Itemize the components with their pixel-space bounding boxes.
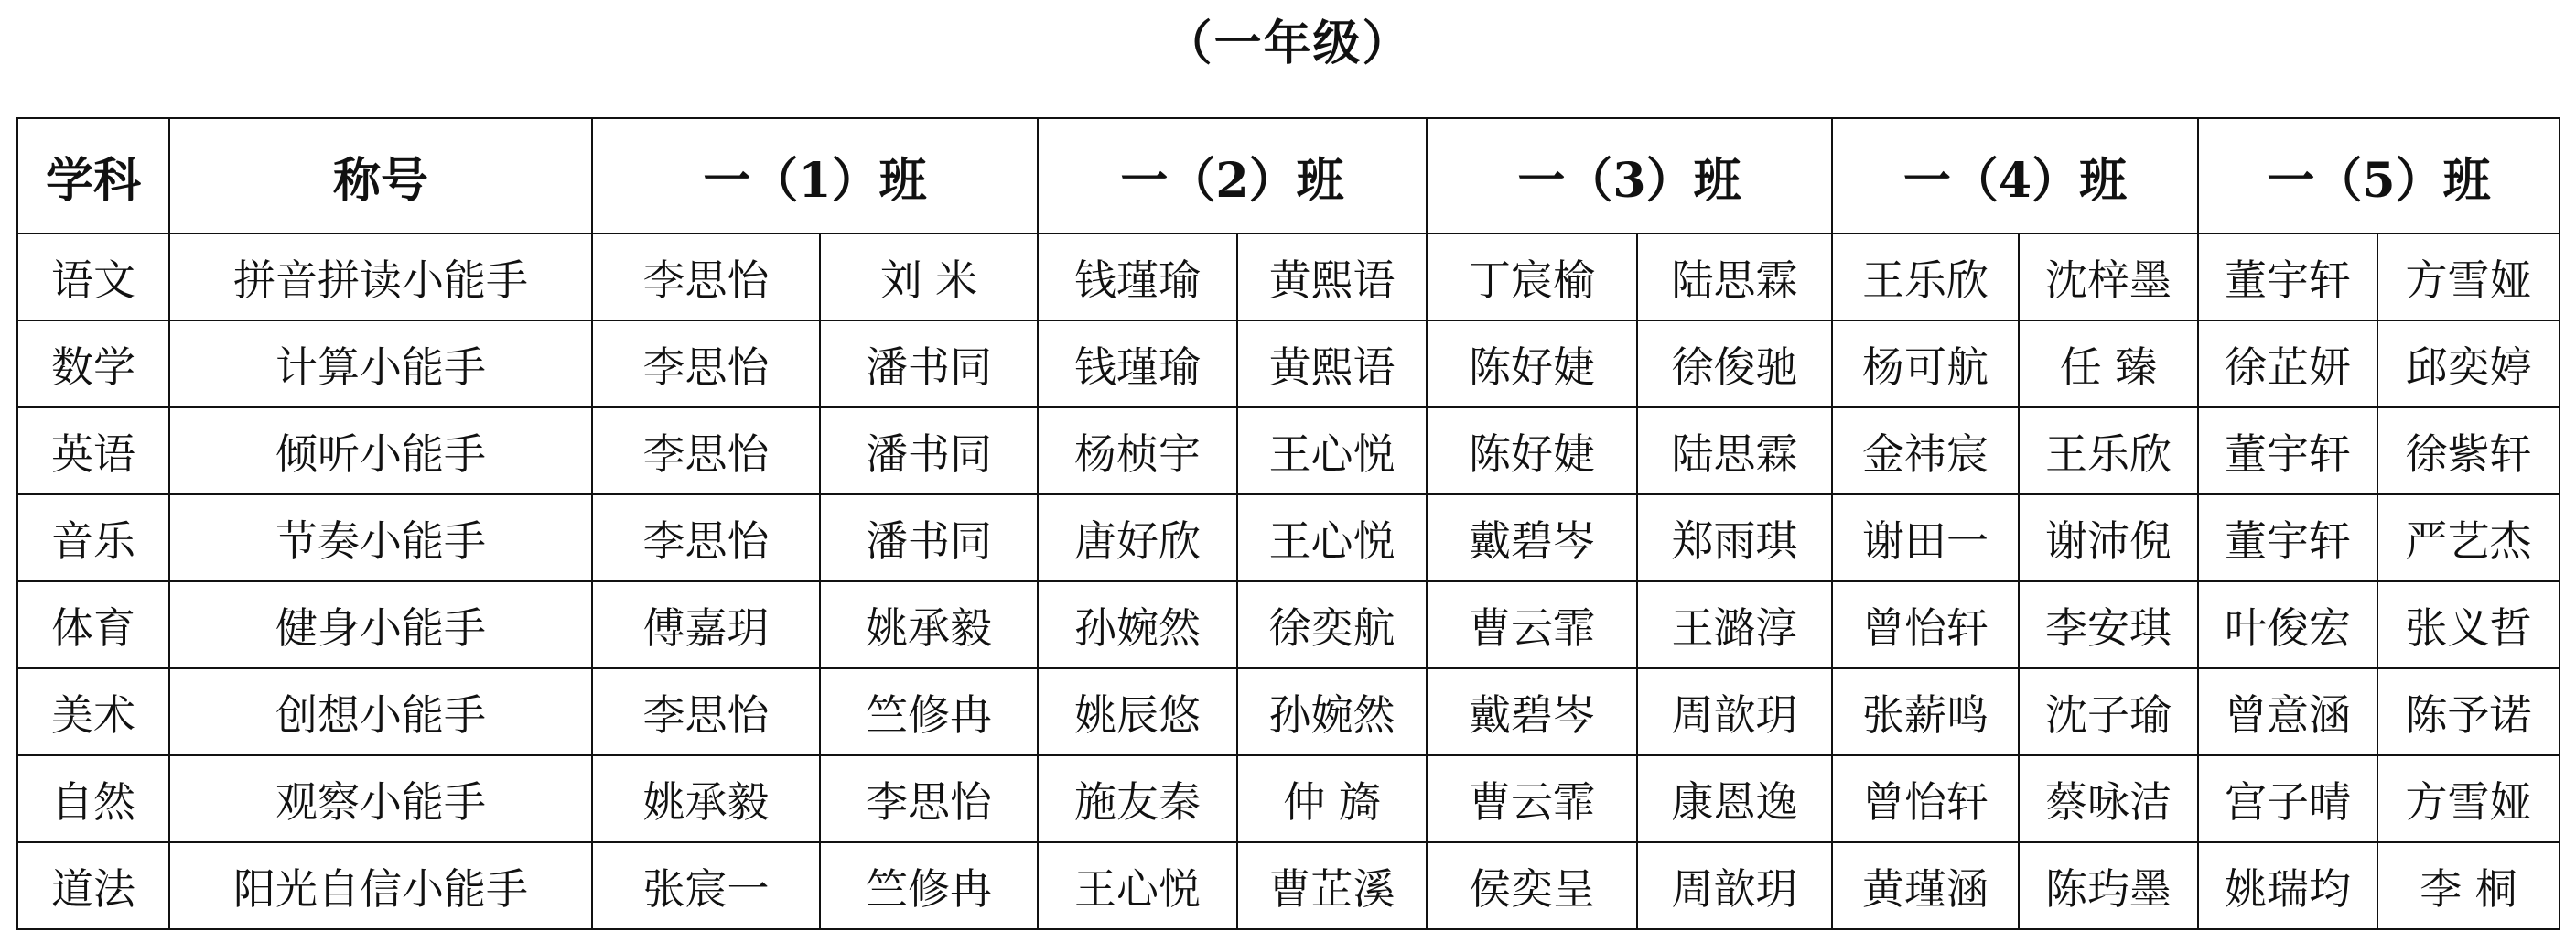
student-name-cell: 曾怡轩: [1832, 581, 2019, 668]
student-name-cell: 方雪娅: [2377, 755, 2560, 842]
student-name-cell: 董宇轩: [2198, 233, 2377, 320]
student-name-cell: 陈好婕: [1427, 320, 1637, 407]
student-name-cell: 张薪鸣: [1832, 668, 2019, 755]
student-name-cell: 杨可航: [1832, 320, 2019, 407]
student-name-cell: 潘书同: [820, 407, 1038, 494]
student-name-cell: 王心悦: [1237, 407, 1427, 494]
student-name-cell: 徐俊驰: [1637, 320, 1832, 407]
award-title-cell: 观察小能手: [169, 755, 592, 842]
student-name-cell: 李思怡: [592, 407, 820, 494]
student-name-cell: 李思怡: [592, 494, 820, 581]
student-name-cell: 李思怡: [592, 233, 820, 320]
student-name-cell: 沈梓墨: [2019, 233, 2198, 320]
student-name-cell: 杨桢宇: [1038, 407, 1237, 494]
subject-cell: 美术: [17, 668, 169, 755]
student-name-cell: 侯奕呈: [1427, 842, 1637, 929]
student-name-cell: 孙婉然: [1038, 581, 1237, 668]
student-name-cell: 竺修冉: [820, 668, 1038, 755]
student-name-cell: 张宸一: [592, 842, 820, 929]
student-name-cell: 戴碧岑: [1427, 668, 1637, 755]
student-name-cell: 周歆玥: [1637, 842, 1832, 929]
student-name-cell: 王乐欣: [1832, 233, 2019, 320]
table-row: [17, 755, 2560, 842]
student-name-cell: 王乐欣: [2019, 407, 2198, 494]
student-name-cell: 曹芷溪: [1237, 842, 1427, 929]
header-class-5: 一（5）班: [2198, 118, 2560, 233]
student-name-cell: 董宇轩: [2198, 494, 2377, 581]
header-class-1: 一（1）班: [592, 118, 1038, 233]
student-name-cell: 李思怡: [820, 755, 1038, 842]
student-name-cell: 徐芷妍: [2198, 320, 2377, 407]
subject-cell: 音乐: [17, 494, 169, 581]
student-name-cell: 仲 旖: [1237, 755, 1427, 842]
student-name-cell: 姚辰悠: [1038, 668, 1237, 755]
student-name-cell: 黄熙语: [1237, 233, 1427, 320]
table-row: [17, 668, 2560, 755]
header-title: 称号: [169, 118, 592, 233]
student-name-cell: 陆思霖: [1637, 407, 1832, 494]
student-name-cell: 宫子晴: [2198, 755, 2377, 842]
student-name-cell: 严艺杰: [2377, 494, 2560, 581]
student-name-cell: 蔡咏洁: [2019, 755, 2198, 842]
student-name-cell: 姚承毅: [592, 755, 820, 842]
student-name-cell: 张义哲: [2377, 581, 2560, 668]
student-name-cell: 王心悦: [1038, 842, 1237, 929]
student-name-cell: 陆思霖: [1637, 233, 1832, 320]
student-name-cell: 黄熙语: [1237, 320, 1427, 407]
subject-cell: 自然: [17, 755, 169, 842]
subject-cell: 语文: [17, 233, 169, 320]
student-name-cell: 姚承毅: [820, 581, 1038, 668]
subject-cell: 道法: [17, 842, 169, 929]
student-name-cell: 曹云霏: [1427, 581, 1637, 668]
header-row: [17, 118, 2560, 233]
student-name-cell: 曾意涵: [2198, 668, 2377, 755]
award-title-cell: 创想小能手: [169, 668, 592, 755]
student-name-cell: 唐好欣: [1038, 494, 1237, 581]
student-name-cell: 潘书同: [820, 494, 1038, 581]
award-title-cell: 拼音拼读小能手: [169, 233, 592, 320]
header-subject: 学科: [17, 118, 169, 233]
student-name-cell: 曾怡轩: [1832, 755, 2019, 842]
student-name-cell: 钱瑾瑜: [1038, 320, 1237, 407]
student-name-cell: 叶俊宏: [2198, 581, 2377, 668]
table-body: [17, 233, 2560, 929]
header-class-3: 一（3）班: [1427, 118, 1832, 233]
student-name-cell: 徐紫轩: [2377, 407, 2560, 494]
student-name-cell: 傅嘉玥: [592, 581, 820, 668]
student-name-cell: 陈好婕: [1427, 407, 1637, 494]
student-name-cell: 周歆玥: [1637, 668, 1832, 755]
student-name-cell: 陈予诺: [2377, 668, 2560, 755]
student-name-cell: 曹云霏: [1427, 755, 1637, 842]
awards-table: [16, 117, 2560, 930]
student-name-cell: 竺修冉: [820, 842, 1038, 929]
student-name-cell: 任 臻: [2019, 320, 2198, 407]
student-name-cell: 谢沛倪: [2019, 494, 2198, 581]
award-title-cell: 倾听小能手: [169, 407, 592, 494]
student-name-cell: 陈玙墨: [2019, 842, 2198, 929]
subject-cell: 英语: [17, 407, 169, 494]
student-name-cell: 李安琪: [2019, 581, 2198, 668]
student-name-cell: 黄瑾涵: [1832, 842, 2019, 929]
award-title-cell: 健身小能手: [169, 581, 592, 668]
subject-cell: 数学: [17, 320, 169, 407]
table-row: [17, 320, 2560, 407]
subject-cell: 体育: [17, 581, 169, 668]
student-name-cell: 王潞淳: [1637, 581, 1832, 668]
award-title-cell: 计算小能手: [169, 320, 592, 407]
student-name-cell: 郑雨琪: [1637, 494, 1832, 581]
page-title: （一年级）: [1164, 16, 1412, 71]
student-name-cell: 施友秦: [1038, 755, 1237, 842]
header-class-2: 一（2）班: [1038, 118, 1427, 233]
student-name-cell: 邱奕婷: [2377, 320, 2560, 407]
student-name-cell: 潘书同: [820, 320, 1038, 407]
student-name-cell: 沈子瑜: [2019, 668, 2198, 755]
table-row: [17, 842, 2560, 929]
award-title-cell: 节奏小能手: [169, 494, 592, 581]
student-name-cell: 徐奕航: [1237, 581, 1427, 668]
award-title-cell: 阳光自信小能手: [169, 842, 592, 929]
student-name-cell: 李思怡: [592, 668, 820, 755]
student-name-cell: 李思怡: [592, 320, 820, 407]
student-name-cell: 方雪娅: [2377, 233, 2560, 320]
student-name-cell: 王心悦: [1237, 494, 1427, 581]
table-row: [17, 581, 2560, 668]
student-name-cell: 刘 米: [820, 233, 1038, 320]
student-name-cell: 戴碧岑: [1427, 494, 1637, 581]
header-class-4: 一（4）班: [1832, 118, 2198, 233]
student-name-cell: 李 桐: [2377, 842, 2560, 929]
student-name-cell: 金祎宸: [1832, 407, 2019, 494]
table-row: [17, 407, 2560, 494]
student-name-cell: 姚瑞均: [2198, 842, 2377, 929]
student-name-cell: 谢田一: [1832, 494, 2019, 581]
student-name-cell: 董宇轩: [2198, 407, 2377, 494]
table-row: [17, 233, 2560, 320]
student-name-cell: 孙婉然: [1237, 668, 1427, 755]
student-name-cell: 丁宸榆: [1427, 233, 1637, 320]
student-name-cell: 钱瑾瑜: [1038, 233, 1237, 320]
student-name-cell: 康恩逸: [1637, 755, 1832, 842]
table-row: [17, 494, 2560, 581]
